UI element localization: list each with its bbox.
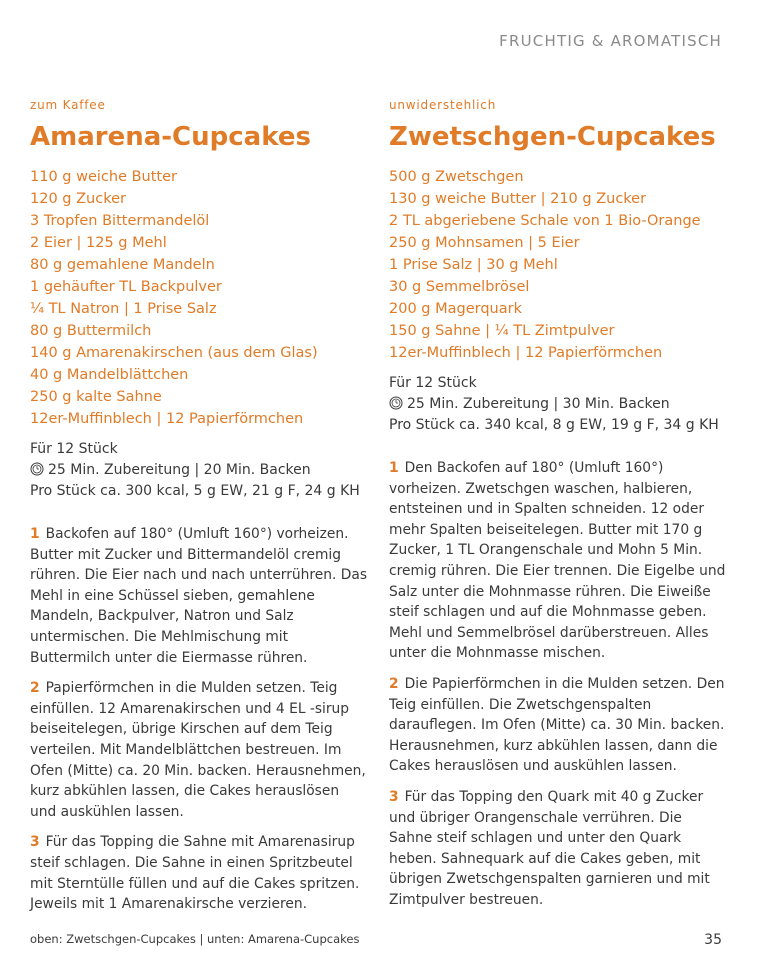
photo-caption: oben: Zwetschgen-Cupcakes | unten: Amarena-Cupcakes: [30, 932, 360, 946]
ingredient-item: 12er-Muffinblech | 12 Papierförmchen: [389, 345, 663, 361]
ingredient-item: 110 g weiche Butter: [30, 169, 177, 185]
ingredient-item: 12er-Muffinblech | 12 Papierförmchen: [30, 411, 304, 427]
step-text: Den Backofen auf 180° (Umluft 160°) vorheizen. Zwetschgen waschen, halbieren, entsteinen und in Spalten schneiden. 12 oder mehr Spalten beiseitelegen. Butter mit 170 g Zucker, 1 TL Orangenschale und Mohn 5 Min. cremig rühren. Die Eier trennen. Die Eigelbe und Salz unter die Mohnmasse rühren. Die Eiweiße steif schlagen und auf die Mohnmasse geben. Mehl und Semmelbrösel darüberstreuen. Alles unter die Mohnmasse mischen.: [389, 460, 726, 662]
instruction-steps: [30, 524, 368, 915]
step-number: 3: [30, 834, 40, 851]
page-number: 35: [704, 932, 722, 948]
nutrition: Pro Stück ca. 300 kcal, 5 g EW, 21 g F, 24 g KH: [30, 483, 360, 499]
ingredient-item: 2 Eier | 125 g Mehl: [30, 235, 167, 251]
step-number: 2: [30, 680, 40, 697]
servings: Für 12 Stück: [30, 441, 118, 457]
step-text: Die Papierförmchen in die Mulden setzen. Den Teig einfüllen. Die Zwetschgenspalten darauflegen. Im Ofen (Mitte) ca. 30 Min. backen. Herausnehmen, kurz abkühlen lassen, dann die Cakes herauslösen und auskühlen lassen.: [389, 675, 725, 775]
ingredient-item: 500 g Zwetschgen: [389, 169, 524, 185]
ingredient-item: 30 g Semmelbrösel: [389, 279, 530, 295]
recipe-kicker: zum Kaffee: [30, 98, 106, 112]
ingredient-item: 120 g Zucker: [30, 191, 126, 207]
ingredient-item: 140 g Amarenakirschen (aus dem Glas): [30, 345, 318, 361]
step-text: Für das Topping die Sahne mit Amarenasirup steif schlagen. Die Sahne in einen Spritzbeutel mit Sterntülle füllen und auf die Cakes spritzen. Jeweils mit 1 Amarenakirsche verzieren.: [30, 834, 360, 913]
prep-time-row: [389, 394, 727, 415]
recipe-zwetschgen-cupcakes: [389, 98, 727, 920]
ingredient-item: 2 TL abgeriebene Schale von 1 Bio-Orange: [389, 213, 701, 229]
instruction-step: [30, 524, 368, 668]
prep-time-row: [30, 460, 368, 481]
instruction-step: [389, 787, 727, 911]
step-number: 2: [389, 675, 399, 692]
ingredient-list: [389, 166, 727, 364]
ingredient-item: 250 g kalte Sahne: [30, 389, 162, 405]
ingredient-item: 150 g Sahne | ¼ TL Zimtpulver: [389, 323, 615, 339]
ingredient-item: ¼ TL Natron | 1 Prise Salz: [30, 301, 217, 317]
ingredient-item: 1 gehäufter TL Backpulver: [30, 279, 222, 295]
clock-icon: [30, 462, 44, 476]
nutrition: Pro Stück ca. 340 kcal, 8 g EW, 19 g F, 34 g KH: [389, 417, 719, 433]
ingredient-item: 1 Prise Salz | 30 g Mehl: [389, 257, 558, 273]
instruction-step: [389, 674, 727, 777]
instruction-steps: [389, 458, 727, 910]
ingredient-item: 250 g Mohnsamen | 5 Eier: [389, 235, 580, 251]
instruction-step: [30, 832, 368, 914]
ingredient-item: 3 Tropfen Bittermandelöl: [30, 213, 210, 229]
recipe-amarena-cupcakes: [30, 98, 368, 925]
ingredient-item: 80 g gemahlene Mandeln: [30, 257, 215, 273]
ingredient-item: 80 g Buttermilch: [30, 323, 152, 339]
recipe-meta: [389, 373, 727, 436]
ingredient-item: 130 g weiche Butter | 210 g Zucker: [389, 191, 647, 207]
ingredient-item: 200 g Magerquark: [389, 301, 522, 317]
recipe-kicker: unwiderstehlich: [389, 98, 497, 112]
prep-time: 25 Min. Zubereitung | 30 Min. Backen: [407, 396, 670, 412]
instruction-step: [389, 458, 727, 664]
ingredient-item: 40 g Mandelblättchen: [30, 367, 189, 383]
step-text: Für das Topping den Quark mit 40 g Zucker und übriger Orangenschale verrühren. Die Sahne steif schlagen und unter den Quark heben. Sahnequark auf die Cakes geben, mit übrigen Zwetschgenspalten garnieren und mit Zimtpulver bestreuen.: [389, 788, 710, 908]
clock-icon: [389, 396, 403, 410]
page-section-header: FRUCHTIG & AROMATISCH: [499, 32, 722, 50]
prep-time: 25 Min. Zubereitung | 20 Min. Backen: [48, 462, 311, 478]
step-number: 3: [389, 788, 399, 805]
instruction-step: [30, 678, 368, 822]
ingredient-list: [30, 166, 368, 430]
servings: Für 12 Stück: [389, 375, 477, 391]
step-number: 1: [389, 460, 399, 476]
recipe-meta: [30, 439, 368, 502]
step-number: 1: [30, 526, 40, 542]
recipe-title: Amarena-Cupcakes: [30, 122, 311, 152]
recipe-title: Zwetschgen-Cupcakes: [389, 122, 716, 152]
step-text: Backofen auf 180° (Umluft 160°) vorheizen. Butter mit Zucker und Bittermandelöl cremig rühren. Die Eier nach und nach unterrühren. Das Mehl in eine Schüssel sieben, gemahlene Mandeln, Backpulver, Natron und Salz untermischen. Die Mehlmischung mit Buttermilch unter die Eiermasse rühren.: [30, 526, 368, 666]
step-text: Papierförmchen in die Mulden setzen. Teig einfüllen. 12 Amarenakirschen und 4 EL -sirup beiseitelegen, übrige Kirschen auf dem Teig verteilen. Mit Mandelblättchen bestreuen. Im Ofen (Mitte) ca. 20 Min. backen. Herausnehmen, kurz abkühlen lassen, die Cakes herauslösen und auskühlen lassen.: [30, 680, 366, 820]
